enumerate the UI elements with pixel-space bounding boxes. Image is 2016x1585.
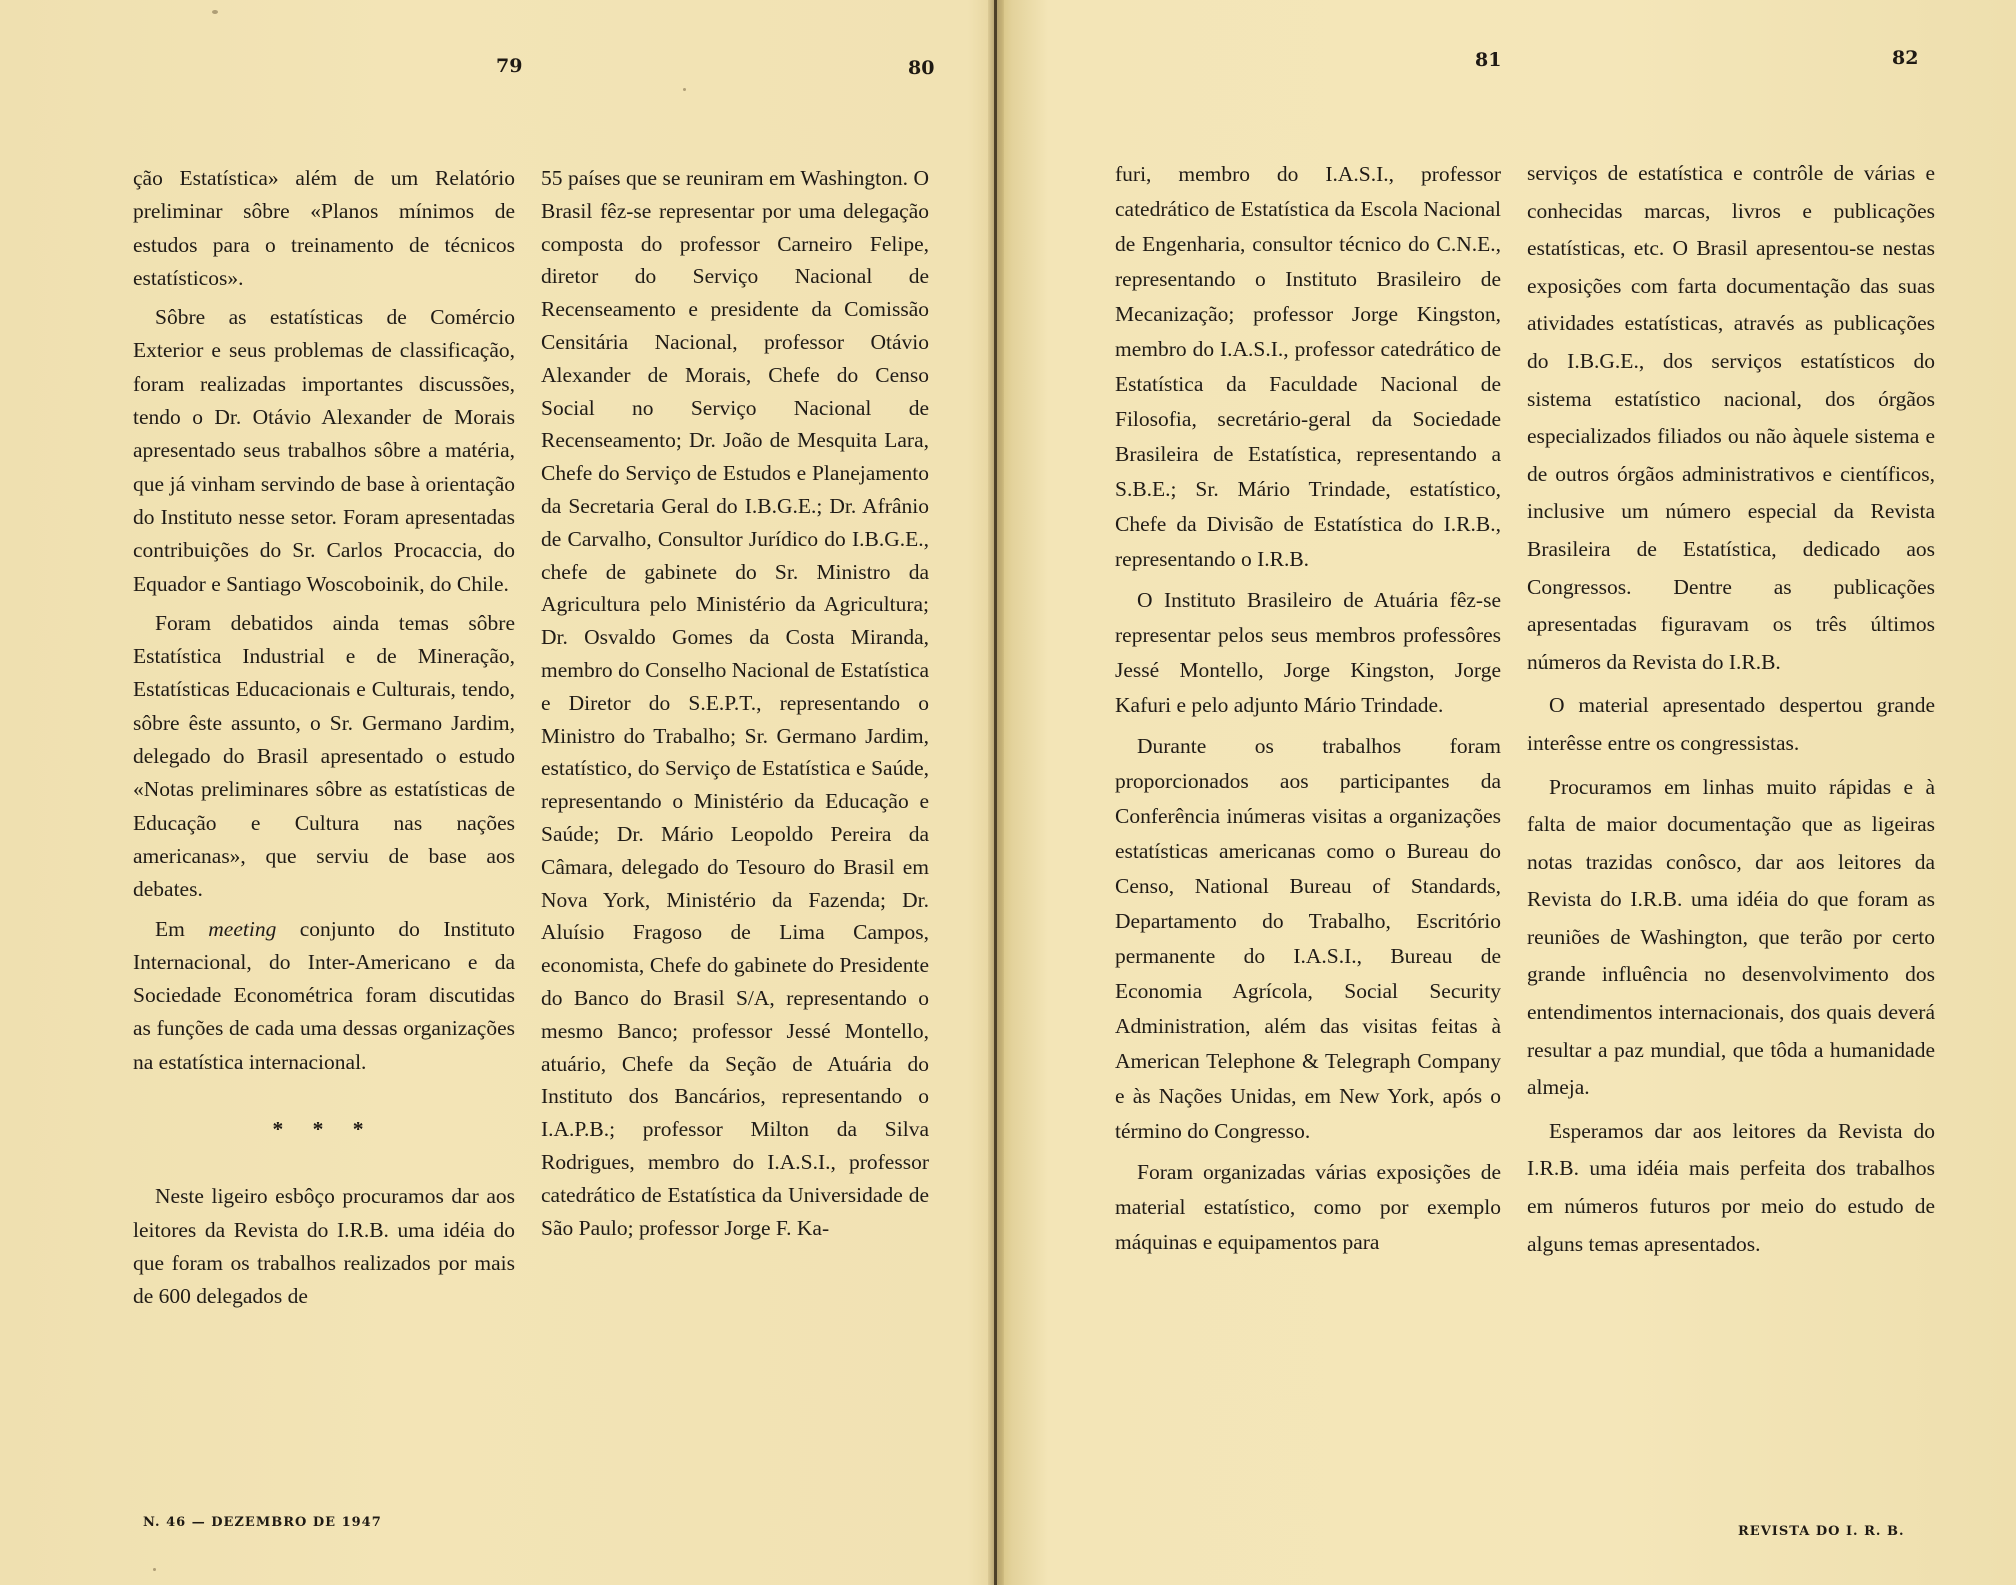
paragraph: serviços de estatística e contrôle de várias e conhecidas marcas, livros e publicações estatísticas, etc. O Brasil apresentou-se nestas exposições com farta documentação das suas atividades estatísticas, através as publicações do I.B.G.E., dos serviços estatísticos do sistema estatístico nacional, dos órgãos especializados filiados ou não àquele sistema e de outros órgãos administrativos e científicos, inclusive um número especial da Revista Brasileira de Estatística, dedicado aos Congressos. Dentre as publicações apresentadas figuravam os três últimos números da Revista do I.R.B.	[1527, 161, 1935, 674]
page-79-column	[133, 162, 515, 1320]
paragraph: Foram organizadas várias exposições de material estatístico, como por exemplo máquinas e equipamentos para	[1115, 1160, 1501, 1254]
paper-speck	[683, 88, 686, 91]
page-82-column	[1527, 155, 1935, 1269]
footer-journal-name: REVISTA DO I. R. B.	[1738, 1524, 1905, 1539]
paragraph: Sôbre as estatísticas de Comércio Exterior e seus problemas de classificação, foram realizadas importantes discussões, tendo o Dr. Otávio Alexander de Morais apresentado seus trabalhos sôbre a matéria, que já vinham servindo de base à orientação do Instituto nesse setor. Foram apresentadas contribuições do Sr. Carlos Procaccia, do Equador e Santiago Woscoboinik, do Chile.	[133, 305, 515, 596]
paragraph: O material apresentado despertou grande interêsse entre os congressistas.	[1527, 693, 1935, 755]
paragraph: Foram debatidos ainda temas sôbre Estatística Industrial e de Mineração, Estatísticas Educacionais e Culturais, tendo, sôbre êste assunto, o Sr. Germano Jardim, delegado do Brasil apresentado o estudo «Notas preliminares sôbre as estatísticas de Educação e Cultura nas nações americanas», que serviu de base aos debates.	[133, 610, 515, 902]
paper-speck	[212, 10, 218, 14]
page-number-79: 79	[496, 55, 523, 77]
meeting-word: meeting	[208, 916, 277, 941]
paragraph: furi, membro do I.A.S.I., professor catedrático de Estatística da Escola Nacional de Engenharia, consultor técnico do C.N.E., representando o Instituto Brasileiro de Mecanização; professor Jorge Kingston, membro do I.A.S.I., professor catedrático de Estatística da Faculdade Nacional de Filosofia, secretário-geral da Sociedade Brasileira de Estatística, representando a S.B.E.; Sr. Mário Trindade, estatístico, Chefe da Divisão de Estatística do I.R.B., representando o I.R.B.	[1115, 162, 1501, 571]
paragraph: Procuramos em linhas muito rápidas e à falta de maior documentação que as ligeiras notas trazidas conôsco, dar aos leitores da Revista do I.R.B. uma idéia do que foram as reuniões de Washington, que terão por certo grande influência no desenvolvimento dos entendimentos internacionais, dos quais deverá resultar a paz mundial, que tôda a humanidade almeja.	[1527, 774, 1935, 1100]
paragraph: 55 países que se reuniram em Washington. O Brasil fêz-se representar por uma delegação composta do professor Carneiro Felipe, diretor do Serviço Nacional de Recenseamento e presidente da Comissão Censitária Nacional, professor Otávio Alexander de Morais, Chefe do Censo Social no Serviço Nacional de Recenseamento; Dr. João de Mesquita Lara, Chefe do Serviço de Estudos e Planejamento da Secretaria Geral do I.B.G.E.; Dr. Afrânio de Carvalho, Consultor Jurídico do I.B.G.E., chefe de gabinete do Sr. Ministro da Agricultura pelo Ministério da Agricultura; Dr. Osvaldo Gomes da Costa Miranda, membro do Conselho Nacional de Estatística e Diretor do S.E.P.T., representando o Ministro do Trabalho; Sr. Germano Jardim, estatístico, do Serviço de Estatística e Saúde, representando o Ministério da Educação e Saúde; Dr. Mário Leopoldo Pereira da Câmara, delegado do Tesouro do Brasil em Nova York, Ministério da Fazenda; Dr. Aluísio Fragoso de Lima Campos, economista, Chefe do gabinete do Presidente do Banco do Brasil S/A, representando o mesmo Banco; professor Jessé Montello, atuário, Chefe da Seção de Atuária do Instituto dos Bancários, representando o I.A.P.B.; professor Milton da Silva Rodrigues, membro do I.A.S.I., professor catedrático de Estatística da Universidade de São Paulo; professor Jorge F. Ka-	[541, 166, 929, 1240]
meeting-prefix: Em	[155, 916, 209, 941]
page-number-82: 82	[1892, 47, 1919, 69]
paragraph: Esperamos dar aos leitores da Revista do I.R.B. uma idéia mais perfeita dos trabalhos em números futuros por meio do estudo de alguns temas apresentados.	[1527, 1118, 1935, 1256]
page-fold	[994, 0, 997, 1585]
paragraph: O Instituto Brasileiro de Atuária fêz-se representar pelos seus membros professôres Jessé Montello, Jorge Kingston, Jorge Kafuri e pelo adjunto Mário Trindade.	[1115, 588, 1501, 717]
paragraph: Neste ligeiro esbôço procuramos dar aos leitores da Revista do I.R.B. uma idéia do que foram os trabalhos realizados por mais de 600 delegados de	[133, 1184, 515, 1309]
paragraph: Durante os trabalhos foram proporcionados aos participantes da Conferência inúmeras visitas a organizações estatísticas americanas como o Bureau do Censo, National Bureau of Standards, Departamento do Trabalho, Escritório permanente do I.A.S.I., Bureau de Economia Agrícola, Social Security Administration, além das visitas feitas à American Telephone & Telegraph Company e às Nações Unidas, em New York, após o término do Congresso.	[1115, 734, 1501, 1143]
section-break-stars: * * *	[272, 1117, 376, 1142]
footer-issue-date: N. 46 — DEZEMBRO DE 1947	[143, 1515, 382, 1530]
paper-speck	[153, 1568, 156, 1571]
page-number-80: 80	[908, 57, 935, 79]
meeting-rest: conjunto do Instituto Internacional, do Inter-Americano e da Sociedade Econométrica foram discutidas as funções de cada uma dessas organizações na estatística internacional.	[133, 916, 515, 1074]
paragraph: ção Estatística» além de um Relatório preliminar sôbre «Planos mínimos de estudos para o treinamento de técnicos estatísticos».	[133, 166, 515, 290]
paragraph-meeting	[133, 913, 515, 1079]
page-number-81: 81	[1475, 49, 1502, 71]
page-80-column	[541, 162, 929, 1250]
page-81-column	[1115, 157, 1501, 1266]
